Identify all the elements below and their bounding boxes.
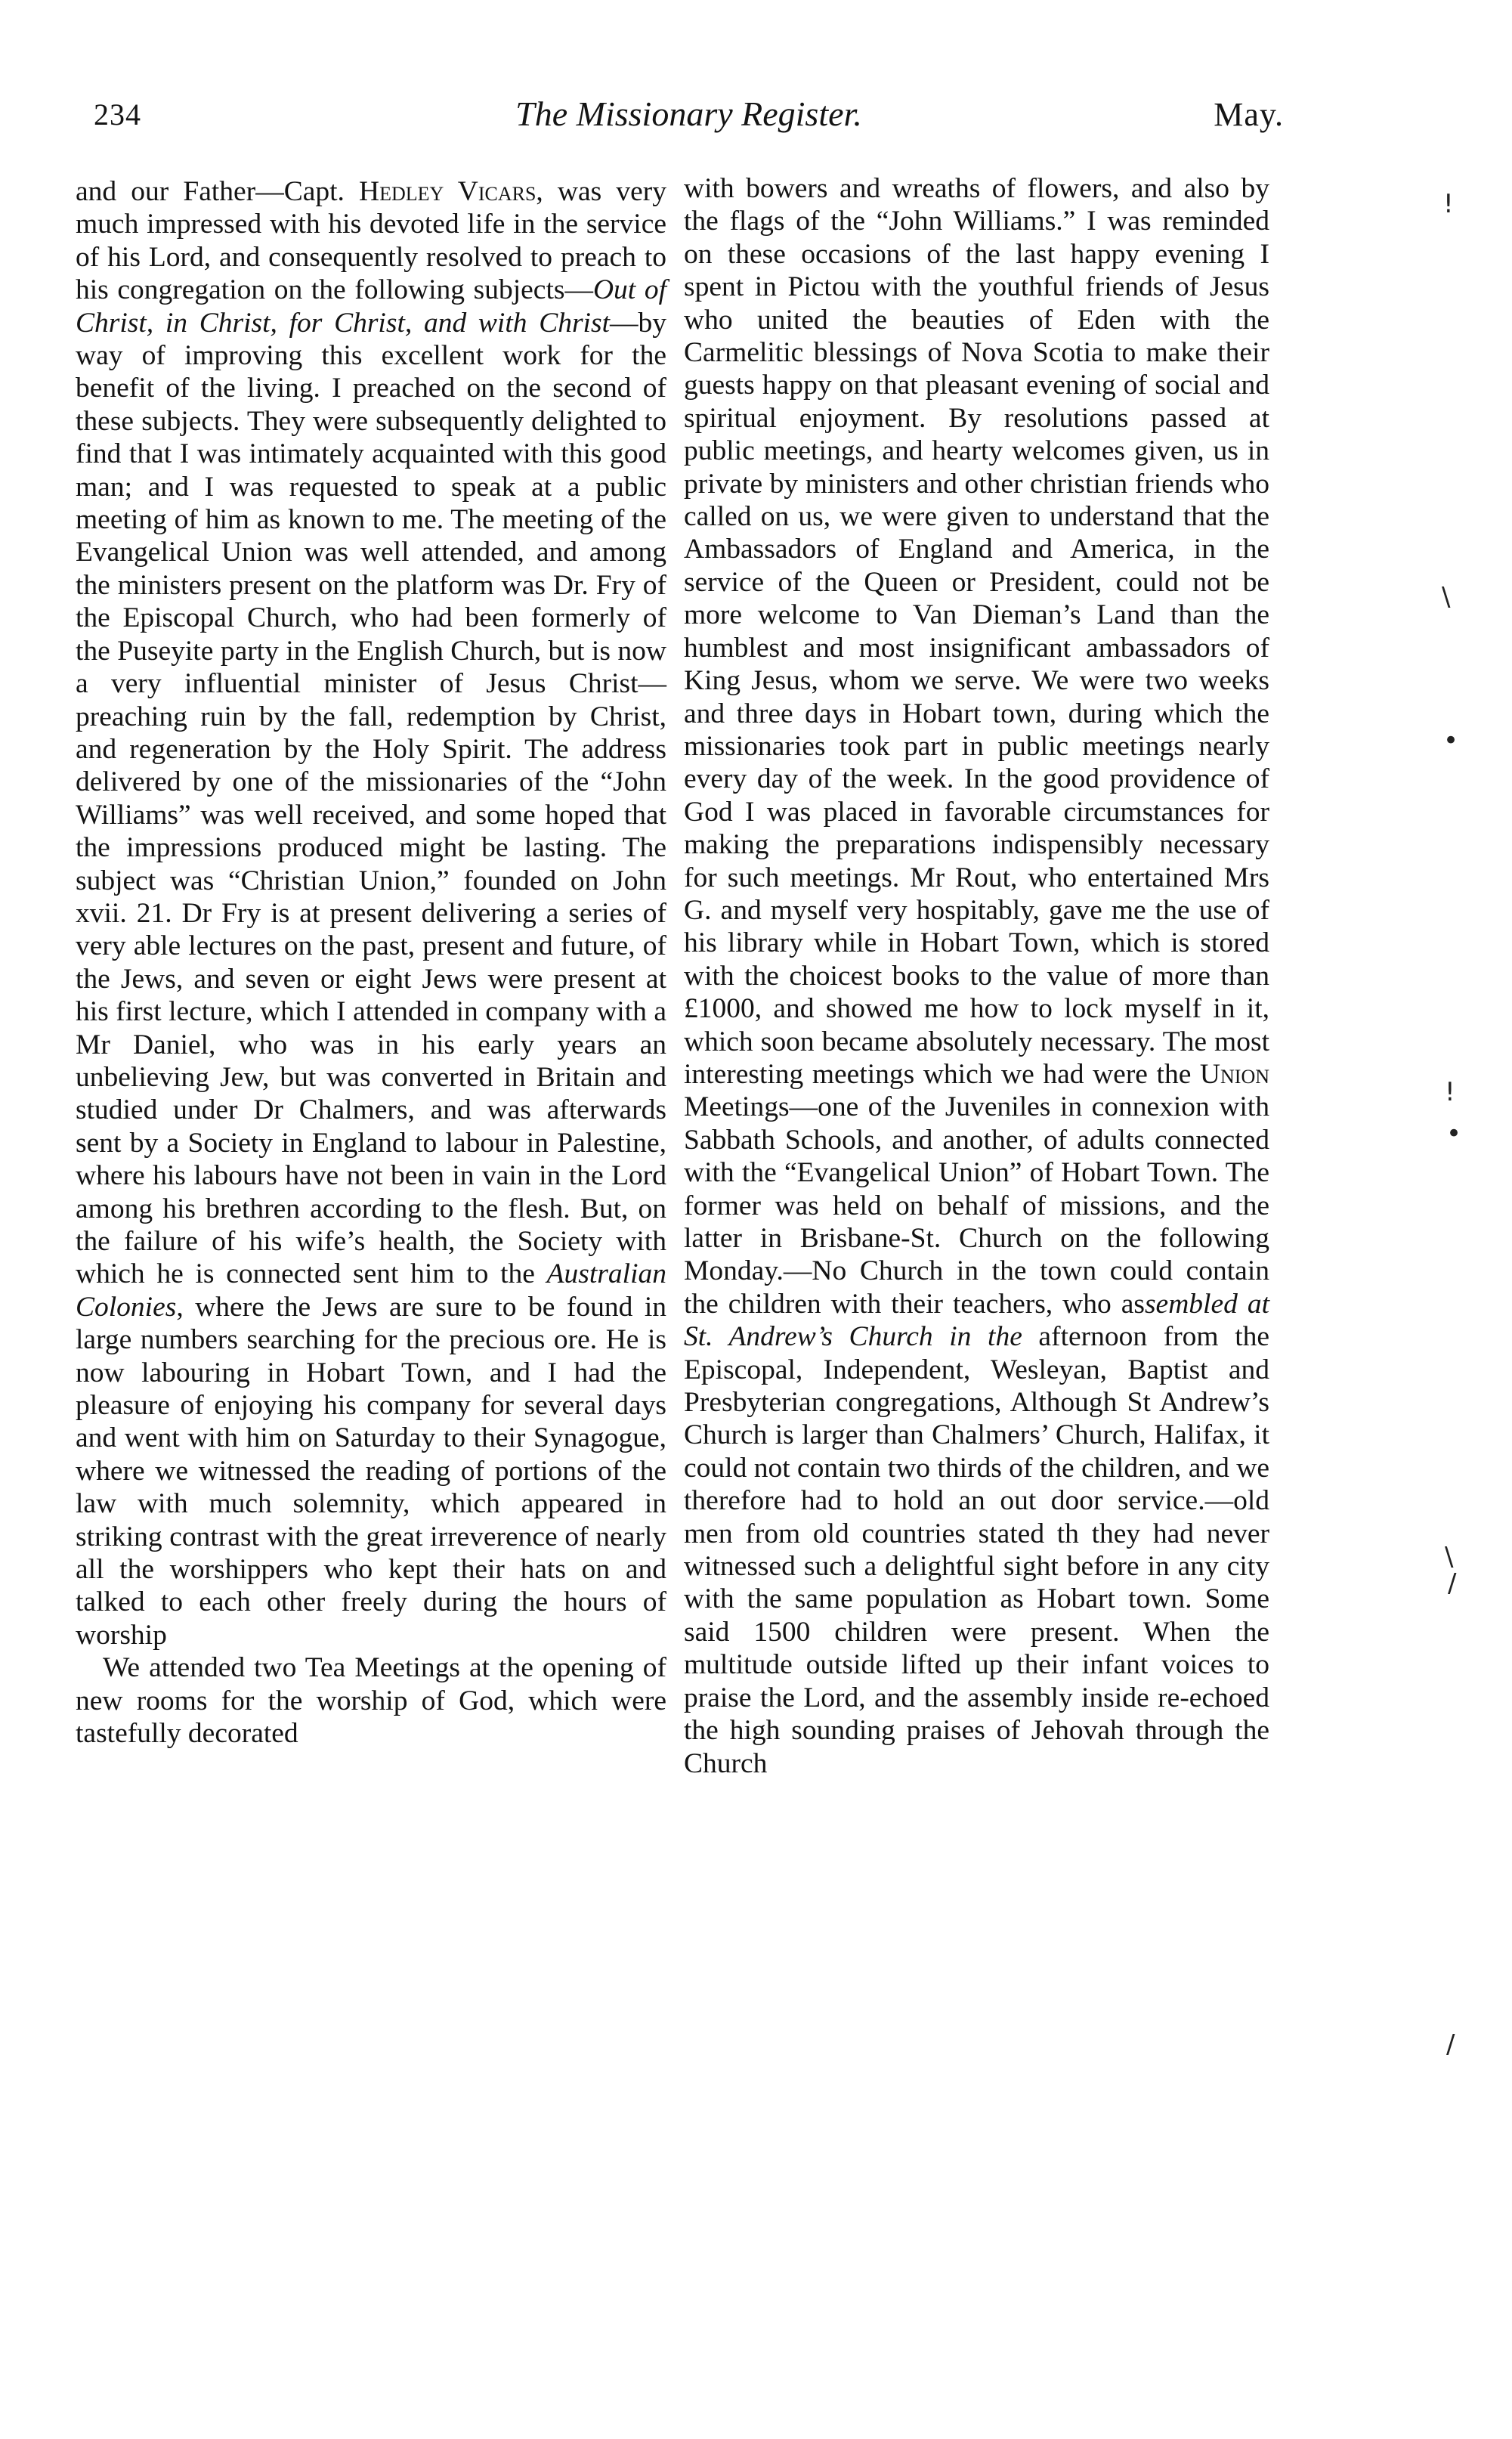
emphasis-union: Union [1199,1058,1269,1090]
text-run: —by way of improving this excellent work for the benefit of the living. I preached on the second of these subjects. They were subsequently delighted to find that I was intimately acquainted with this good man; and I was requested to speak at a public meeting of him as known to me. The meeting of the Evangelical Union was well attended, and among the ministers present on the platform was Dr. Fry of the Episcopal Church, who had been formerly of the Puseyite party in the English Church, but is now a very influential minister of Jesus Christ—preaching ruin by the fall, redemption by Christ, and regeneration by the Holy Spirit. The address delivered by one of the missionaries of the “John Williams” was well received, and some hoped that the impressions produced might be lasting. The subject was “Christian Union,” founded on John xvii. 21. Dr Fry is at present delivering a series of very able lectures on the past, present and future, of the Jews, and seven or eight Jews were present at his first lecture, which I attended in company with a Mr Daniel, who was in his early years an unbelieving Jew, but was converted in Britain and studied under Dr Chalmers, and was afterwards sent by a Society in England to labour in Palestine, where his labours have not been in vain in the Lord among his brethren according to the flesh. But, on the failure of his wife’s health, the Society with which he is connected sent him to the [76,307,666,1290]
running-header [94,94,1284,157]
text-run: and our Father—Capt. [76,176,360,207]
page-number: 234 [94,97,141,132]
emphasis-assembled: sembled at St. Andrew’s Church in the [684,1288,1269,1353]
margin-mark: ! [1443,189,1454,219]
margin-mark: / [1448,1568,1457,1599]
margin-mark: \ [1445,1542,1454,1572]
text-run: Meetings—one of the Juveniles in connexion with Sabbath Schools, and another, of adults connected with the “Evangelical Union” of Hobart Town. The former was held on behalf of missions, and the latter in Brisbane-St. Church on the following Monday.—No Church in the town could contain the children with their teachers, who as [684,1091,1269,1320]
left-column [76,175,666,1750]
left-paragraph-1 [76,175,666,1651]
sermon-topics: Out of Christ, in Christ, for Christ, and with Christ [76,274,666,339]
text-run: , where the Jews are sure to be found in large numbers searching for the precious ore. He is now labouring in Hobart Town, and I had the pleasure of enjoying his company for several days and went with him on Saturday to their Synagogue, where we witnessed the reading of portions of the law with much solemnity, which appeared in striking contrast with the great irreverence of nearly all the worshippers who kept their hats on and talked to each other freely during the hours of worship [76,1291,666,1651]
emphasis-colonies: Australian Colonies [76,1258,666,1323]
text-run: afternoon from the Episcopal, Independent, Wesleyan, Baptist and Presbyterian congregations, Although St Andrew’s Church is larger than Chalmers’ Church, Halifax, it could not contain two thirds of the children, and we therefore had to hold an out door service.—old men from old countries stated th they had never witnessed such a delightful sight before in any city with the same population as Hobart town. Some said 1500 children were present. When the multitude outside lifted up their infant voices to praise the Lord, and the assembly inside re-echoed the high sounding praises of Jehovah through the Church [684,1321,1270,1779]
right-paragraph-1 [684,172,1269,1780]
margin-mark: • [1443,726,1459,756]
right-column [684,175,1269,1780]
margin-mark: / [1446,2029,1455,2060]
margin-mark: • [1446,1119,1462,1149]
margin-mark: \ [1442,582,1451,612]
text-run: with bowers and wreaths of flowers, and also by the flags of the “John Williams.” I was reminded on these occasions of the last happy evening I spent in Pictou with the youthful friends of Jesus who united the beauties of Eden with the Carmelitic blessings of Nova Scotia to make their guests happy on that pleasant evening of social and spiritual enjoyment. By resolutions passed at public meetings, and hearty welcomes given, us in private by ministers and other christian friends who called on us, we were given to understand that the Ambassadors of England and America, in the service of the Queen or President, could not be more welcome to Van Dieman’s Land than the humblest and most insignificant ambassadors of King Jesus, whom we serve. We were two weeks and three days in Hobart town, during which the missionaries took part in public meetings nearly every day of the week. In the good providence of God I was placed in favorable circumstances for making the preparations indispensibly necessary for such meetings. Mr Rout, who entertained Mrs G. and myself very hospitably, gave me the use of his library while in Hobart Town, which is stored with the choicest books to the value of more than £1000, and showed me how to lock myself in it, which soon became absolutely necessary. The most interesting meetings which we had were the [684,173,1269,1090]
margin-marks [1436,0,1481,2439]
margin-mark: ! [1445,1077,1455,1107]
left-paragraph-2: We attended two Tea Meetings at the opening of new rooms for the worship of God, which were tastefully decorated [76,1652,666,1750]
running-month: May. [1214,96,1284,133]
running-title: The Missionary Register. [515,94,862,133]
person-name: Hedley Vicars [359,176,536,207]
text-run: , was very much impressed with his devoted life in the service of his Lord, and consequently resolved to preach to his congregation on the following subjects— [76,176,667,306]
